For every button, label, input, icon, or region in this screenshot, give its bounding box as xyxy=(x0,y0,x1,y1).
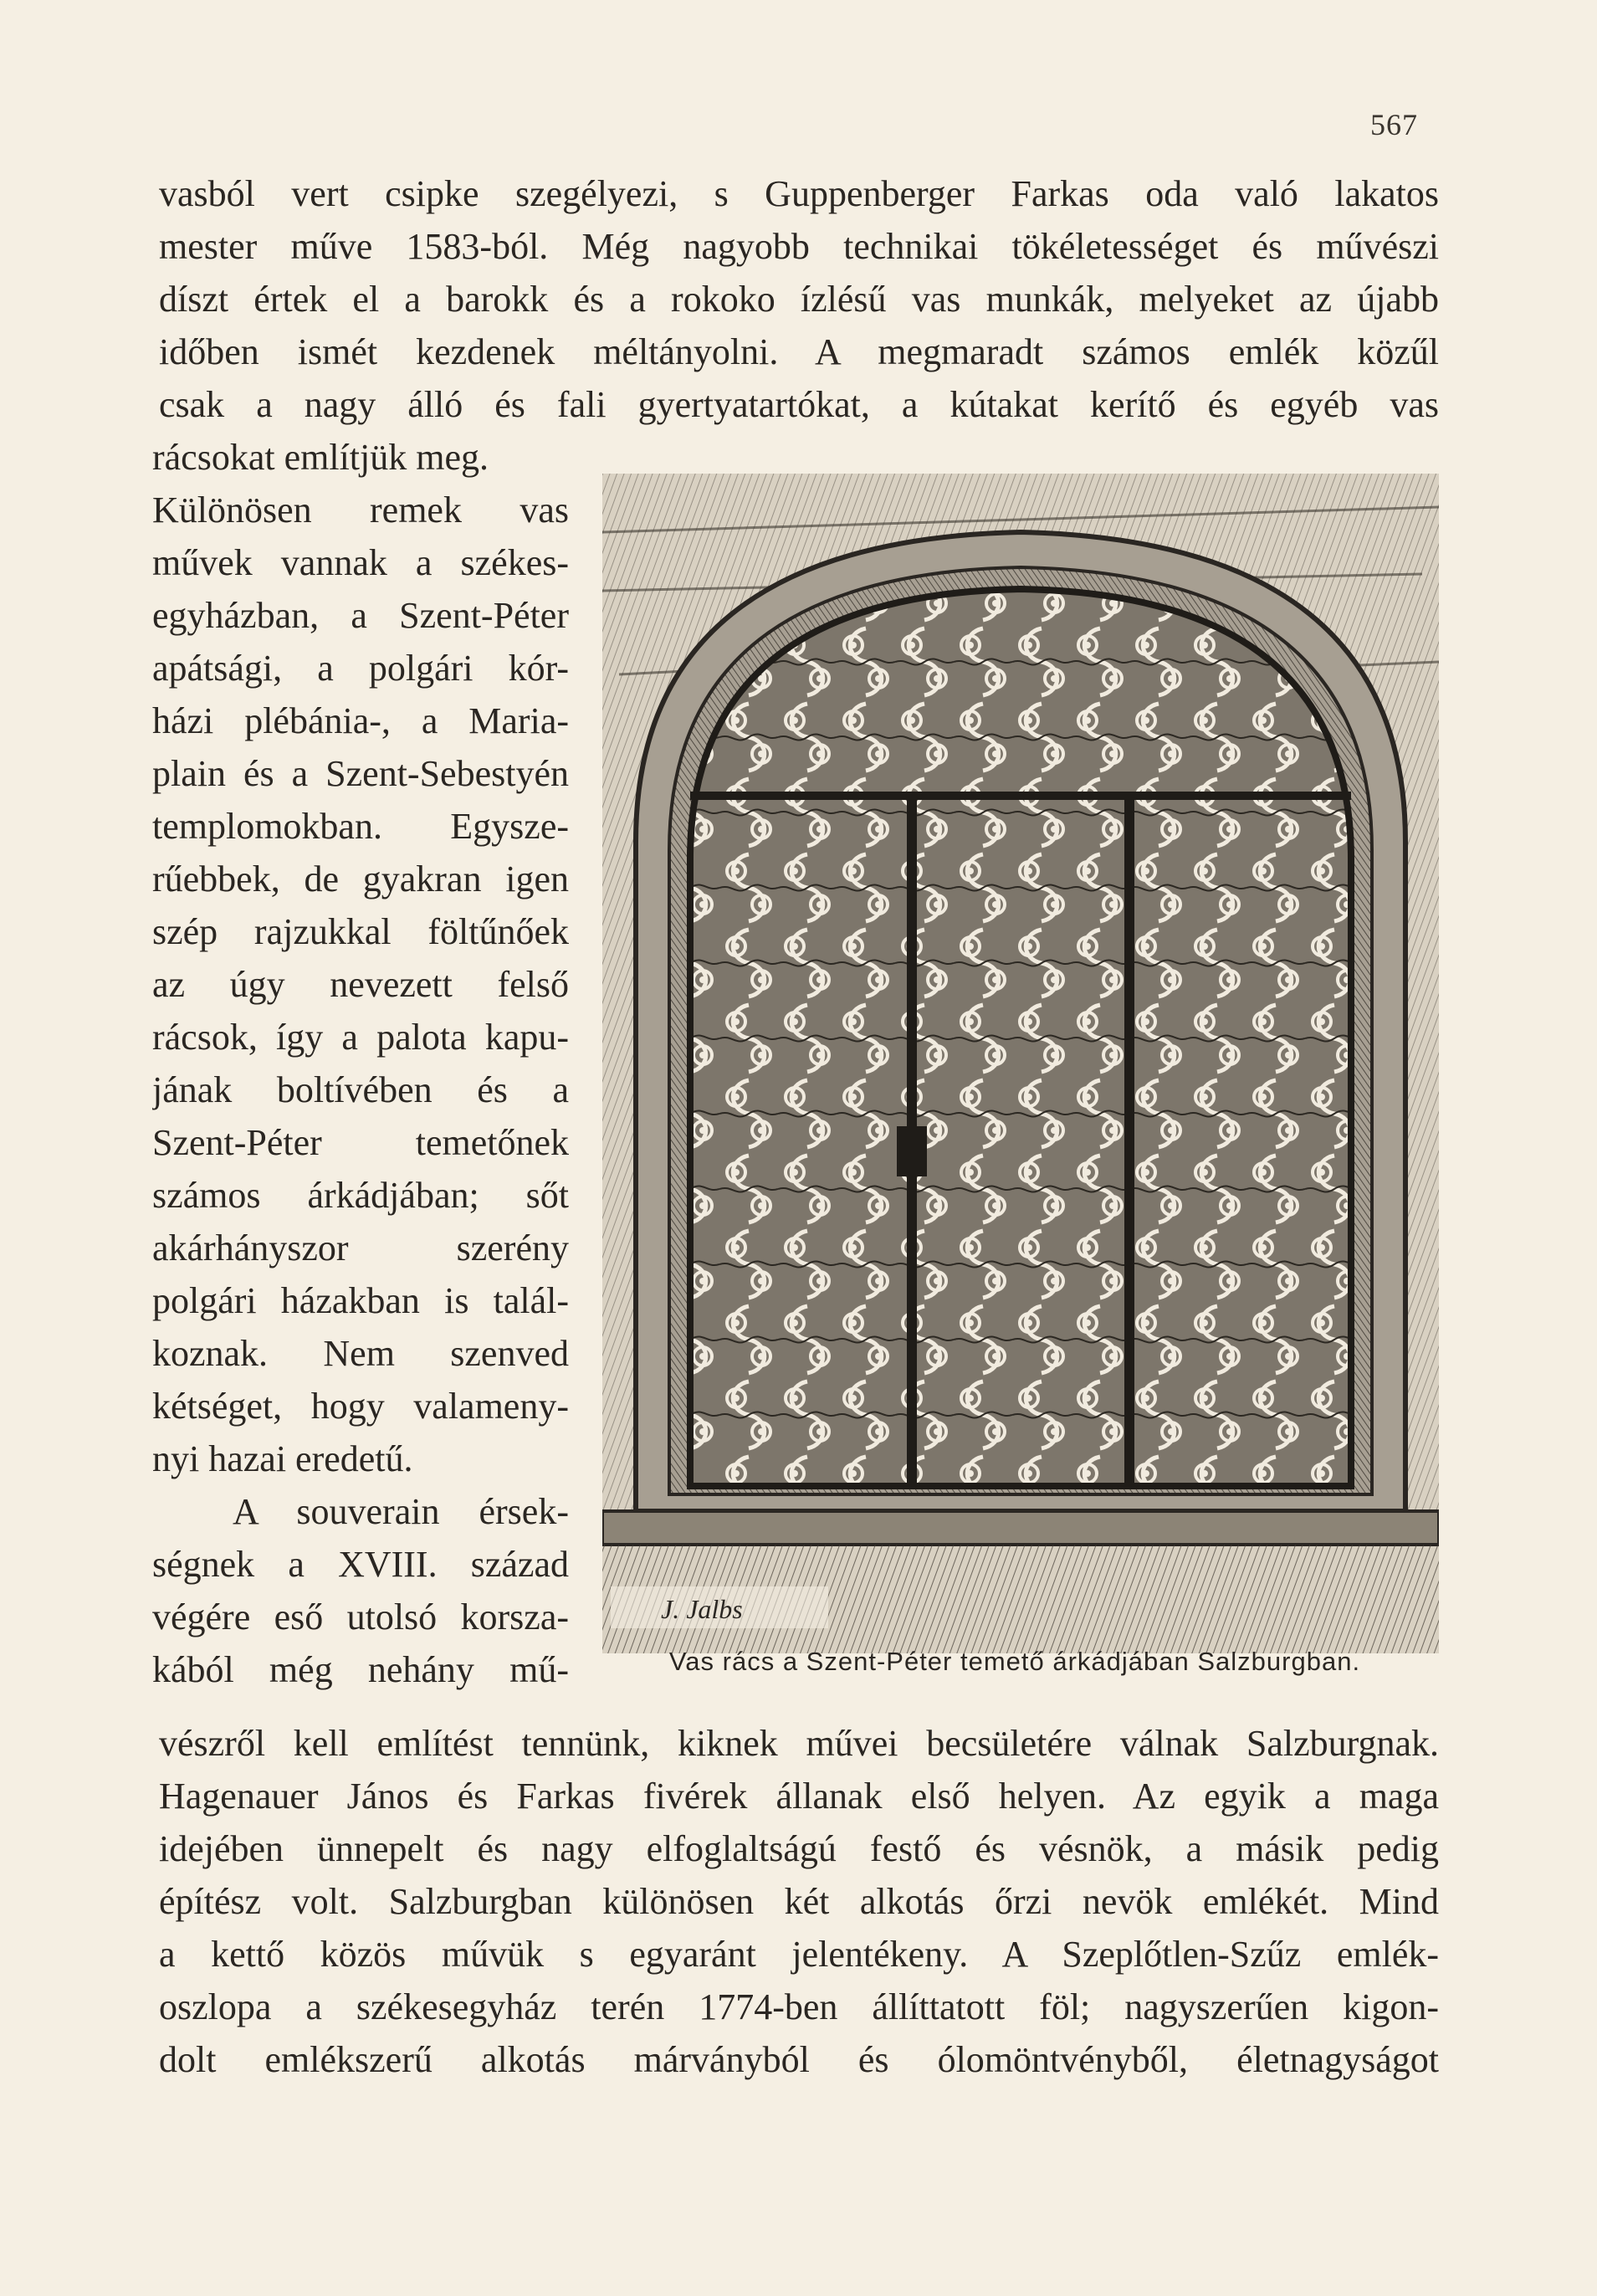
column-line: az úgy nevezett felső xyxy=(152,964,569,1005)
column-line: rácsokat említjük meg. xyxy=(152,437,489,478)
column-line: Különösen remek vas xyxy=(152,489,569,530)
column-line: kából még nehány mű- xyxy=(152,1649,569,1690)
text-line: a kettő közös művük s egyaránt jelentékeny. A Szeplőtlen-Szűz emlék- xyxy=(159,1934,1439,1975)
gate-engraving xyxy=(602,474,1439,1653)
text-line: idejében ünnepelt és nagy elfoglaltságú festő és vésnök, a másik pedig xyxy=(159,1828,1439,1869)
engraver-signature: J. Jalbs xyxy=(661,1594,743,1624)
text-line: oszlopa a székesegyház terén 1774-ben állíttatott föl; nagyszerűen kigon- xyxy=(159,1986,1439,2027)
column-line: Szent-Péter temetőnek xyxy=(152,1122,569,1163)
column-line: koznak. Nem szenved xyxy=(152,1333,569,1374)
column-line: végére eső utolsó korsza- xyxy=(152,1596,569,1637)
column-line: művek vannak a székes- xyxy=(152,542,569,583)
text-line: Hagenauer János és Farkas fivérek állanak első helyen. Az egyik a maga xyxy=(159,1776,1439,1817)
column-line: szép rajzukkal föltűnőek xyxy=(152,911,569,952)
column-line: polgári házakban is talál- xyxy=(152,1280,569,1321)
text-line: dolt emlékszerű alkotás márványból és ólomöntvényből, életnagyságot xyxy=(159,2039,1439,2080)
page-number: 567 xyxy=(1370,108,1418,141)
iron-grille xyxy=(690,589,1351,1486)
column-line: plain és a Szent-Sebestyén xyxy=(152,753,569,794)
column-line: templomokban. Egysze- xyxy=(152,806,569,847)
column-line: nyi hazai eredetű. xyxy=(152,1438,413,1479)
column-line: A souverain érsek- xyxy=(233,1491,569,1532)
column-line: akárhányszor szerény xyxy=(152,1227,569,1268)
threshold xyxy=(602,1511,1439,1545)
text-line: építész volt. Salzburgban különösen két alkotás őrzi nevök emlékét. Mind xyxy=(159,1881,1439,1922)
column-line: rűebbek, de gyakran igen xyxy=(152,858,569,899)
text-line: vasból vert csipke szegélyezi, s Guppenberger Farkas oda való lakatos xyxy=(159,173,1439,214)
column-line: számos árkádjában; sőt xyxy=(152,1175,569,1216)
iron-gate-illustration xyxy=(602,474,1439,1653)
text-line: díszt értek el a barokk és a rokoko ízlésű vas munkák, melyeket az újabb xyxy=(159,279,1439,320)
column-line: rácsok, így a palota kapu- xyxy=(152,1017,569,1058)
column-line: ségnek a XVIII. század xyxy=(152,1544,569,1585)
text-line: mester műve 1583-ból. Még nagyobb technikai tökéletességet és művészi xyxy=(159,226,1439,267)
column-line: jának boltívében és a xyxy=(152,1069,569,1110)
column-line: egyházban, a Szent-Péter xyxy=(152,595,569,636)
column-line: apátsági, a polgári kór- xyxy=(152,648,569,689)
column-line: kétséget, hogy valameny- xyxy=(152,1386,569,1427)
text-line: vészről kell említést tennünk, kiknek művei becsületére válnak Salzburgnak. xyxy=(159,1723,1439,1764)
gate-lock xyxy=(897,1126,927,1176)
text-line: időben ismét kezdenek méltányolni. A megmaradt számos emlék közűl xyxy=(159,331,1439,372)
column-line: házi plébánia-, a Maria- xyxy=(152,700,569,741)
figure-caption: Vas rács a Szent-Péter temető árkádjában Salzburgban. xyxy=(668,1647,1361,1676)
text-line: csak a nagy álló és fali gyertyatartókat, a kútakat kerítő és egyéb vas xyxy=(159,384,1439,425)
